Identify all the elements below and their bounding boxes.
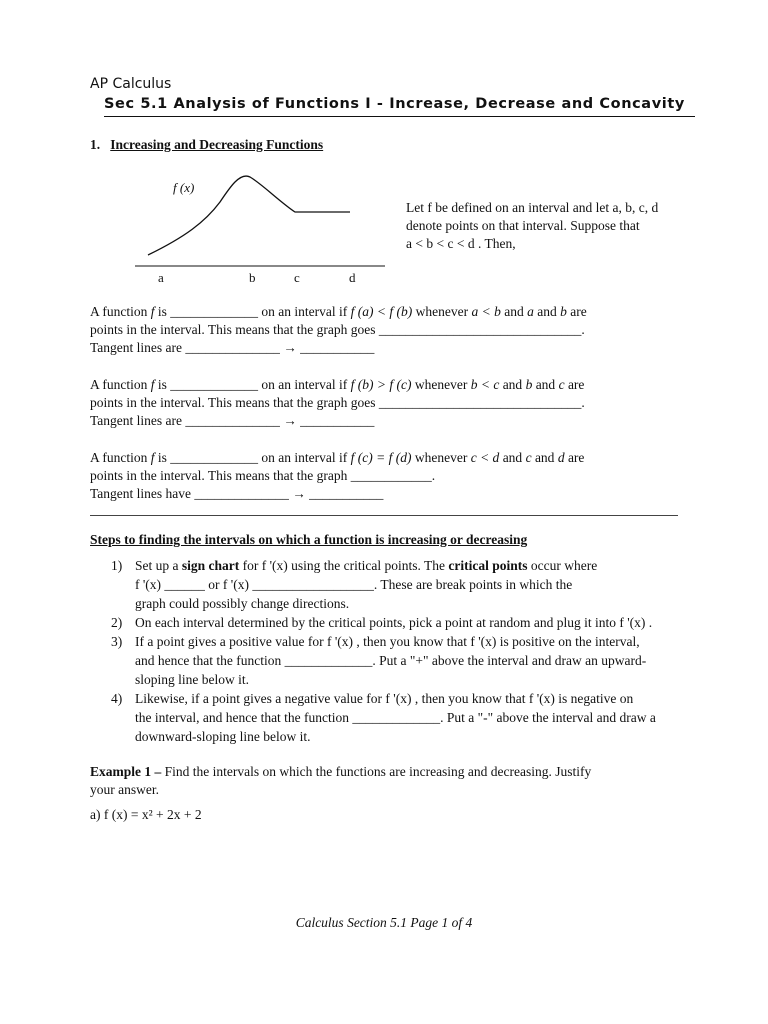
function-graph bbox=[130, 172, 390, 292]
definition-line-2: points in the interval. This means that the graph ____________. bbox=[90, 468, 436, 483]
definition-line-2: points in the interval. This means that the graph goes ______________________________. bbox=[90, 322, 585, 337]
definition-constant bbox=[90, 449, 680, 503]
axis-label-c: c bbox=[294, 270, 300, 285]
steps-heading: Steps to finding the intervals on which a function is increasing or decreasing bbox=[90, 532, 528, 547]
step-line: and hence that the function _____________. Put a "+" above the interval and draw an upward- bbox=[135, 653, 647, 668]
step-line: sloping line below it. bbox=[135, 672, 249, 687]
step-number: 3) bbox=[111, 634, 123, 649]
step-3 bbox=[111, 632, 721, 689]
step-line: the interval, and hence that the function _____________. Put a "-" above the interval and draw a bbox=[135, 710, 656, 725]
section-divider bbox=[90, 515, 678, 516]
step-line: On each interval determined by the critical points, pick a point at random and plug it into f '(x) . bbox=[135, 615, 653, 630]
section-title: Increasing and Decreasing Functions bbox=[110, 137, 324, 152]
axis-label-d: d bbox=[349, 270, 356, 285]
axis-label-a: a bbox=[158, 270, 164, 285]
step-line: graph could possibly change directions. bbox=[135, 596, 350, 611]
step-line: downward-sloping line below it. bbox=[135, 729, 311, 744]
definition-increasing bbox=[90, 303, 680, 357]
step-number: 1) bbox=[111, 558, 123, 573]
page-footer: Calculus Section 5.1 Page 1 of 4 bbox=[295, 915, 473, 930]
example-line: your answer. bbox=[90, 782, 159, 797]
description-line: a < b < c < d . Then, bbox=[406, 236, 516, 251]
step-line: Set up a sign chart for f '(x) using the critical points. The critical points occur where bbox=[135, 558, 598, 573]
definition-line-1: A function f is _____________ on an interval if f (c) = f (d) whenever c < d and c and d are bbox=[90, 450, 585, 465]
step-2 bbox=[111, 613, 721, 632]
definition-decreasing bbox=[90, 376, 680, 430]
description-line: Let f be defined on an interval and let a, b, c, d bbox=[406, 200, 659, 215]
section-heading bbox=[90, 136, 323, 154]
definition-line-3: Tangent lines are ______________ → ___________ bbox=[90, 340, 375, 355]
definition-line-1: A function f is _____________ on an interval if f (a) < f (b) whenever a < b and a and b are bbox=[90, 304, 587, 319]
example-1 bbox=[90, 763, 680, 799]
course-name: AP Calculus bbox=[90, 76, 172, 92]
description-line: denote points on that interval. Suppose that bbox=[406, 218, 640, 233]
step-1 bbox=[111, 556, 721, 613]
fx-label: f (x) bbox=[173, 180, 195, 195]
graph-description bbox=[406, 199, 658, 253]
step-line: Likewise, if a point gives a negative value for f '(x) , then you know that f '(x) is negative on bbox=[135, 691, 634, 706]
steps-list bbox=[111, 556, 721, 746]
page-title: Sec 5.1 Analysis of Functions I - Increase, Decrease and Concavity bbox=[104, 96, 685, 112]
step-number: 4) bbox=[111, 691, 123, 706]
step-line: f '(x) ______ or f '(x) __________________. These are break points in which the bbox=[135, 577, 573, 592]
title-underline bbox=[104, 116, 695, 117]
section-number: 1. bbox=[90, 137, 101, 152]
definition-line-3: Tangent lines are ______________ → ___________ bbox=[90, 413, 375, 428]
definition-line-1: A function f is _____________ on an interval if f (b) > f (c) whenever b < c and b and c are bbox=[90, 377, 585, 392]
step-4 bbox=[111, 689, 721, 746]
step-number: 2) bbox=[111, 615, 123, 630]
example-label: Example 1 – bbox=[90, 764, 162, 779]
example-line: Example 1 – Find the intervals on which the functions are increasing and decreasing. Justify bbox=[90, 764, 592, 779]
definition-line-3: Tangent lines have ______________ → ___________ bbox=[90, 486, 384, 501]
step-line: If a point gives a positive value for f '(x) , then you know that f '(x) is positive on the interval, bbox=[135, 634, 640, 649]
example-part-a: a) f (x) = x² + 2x + 2 bbox=[90, 807, 202, 822]
axis-label-b: b bbox=[249, 270, 256, 285]
definition-line-2: points in the interval. This means that the graph goes ______________________________. bbox=[90, 395, 585, 410]
